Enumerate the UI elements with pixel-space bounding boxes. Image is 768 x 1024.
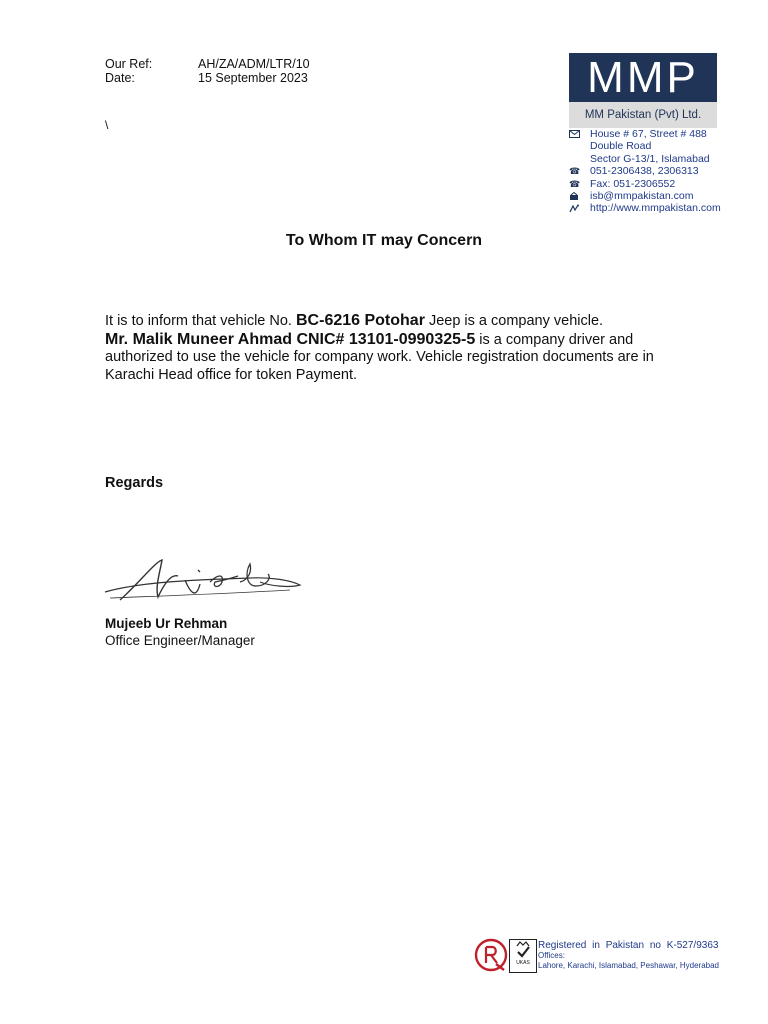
our-ref-label: Our Ref: [105,57,153,71]
body-rest: is a company driver and authorized to use the vehicle for company work. Vehicle registration documents are in Karachi Head office for token Payment. [105,331,654,383]
driver-name-cnic: Mr. Malik Muneer Ahmad CNIC# 13101-0990325-5 [105,330,476,348]
letter-subject: To Whom IT may Concern [285,232,483,249]
stray-mark: \ [105,118,109,132]
web-icon [569,204,590,214]
signer-name: Mujeeb Ur Rehman [105,616,228,631]
ukas-badge [509,939,537,973]
registration-number: Registered in Pakistan no K-527/9363 [538,940,719,951]
vehicle-text: Jeep is a company vehicle. [424,313,604,329]
envelope-icon [569,130,590,138]
date-label: Date: [105,71,135,85]
letter-body [105,312,695,384]
email-address[interactable]: isb@mmpakistan.com [590,190,694,203]
registered-seal-icon [474,938,508,972]
contact-block [569,128,721,215]
website-link[interactable]: http://www.mmpakistan.com [590,202,721,215]
offices-label: Offices: [538,951,565,960]
crown-check-icon [513,940,533,960]
logo-mark: MMP [569,53,717,102]
footer-registration [538,940,719,971]
signer-block [105,615,255,649]
signature-icon [100,552,310,612]
ukas-label: UKAS [516,960,530,966]
phone-number: 051-2306438, 2306313 [590,165,699,178]
address-line-1: House # 67, Street # 488 [590,128,707,140]
signer-title: Office Engineer/Manager [105,633,255,648]
fax-icon: ☎ [569,178,581,189]
email-icon [569,192,590,201]
company-logo [569,53,717,128]
closing: Regards [105,475,164,491]
vehicle-number: BC-6216 Potohar [296,312,425,329]
fax-number: Fax: 051-2306552 [590,177,676,190]
offices-list: Lahore, Karachi, Islamabad, Peshawar, Hyderabad [538,961,719,970]
our-ref-value: AH/ZA/ADM/LTR/10 [198,57,310,71]
date-value: 15 September 2023 [198,71,308,85]
address-line-3: Sector G-13/1, Islamabad [590,152,710,165]
address-line-2: Double Road [590,140,652,153]
phone-icon: ☎ [569,166,581,177]
reference-block [105,57,310,85]
intro-text: It is to inform that vehicle No. [105,313,296,329]
company-name: MM Pakistan (Pvt) Ltd. [569,102,717,128]
